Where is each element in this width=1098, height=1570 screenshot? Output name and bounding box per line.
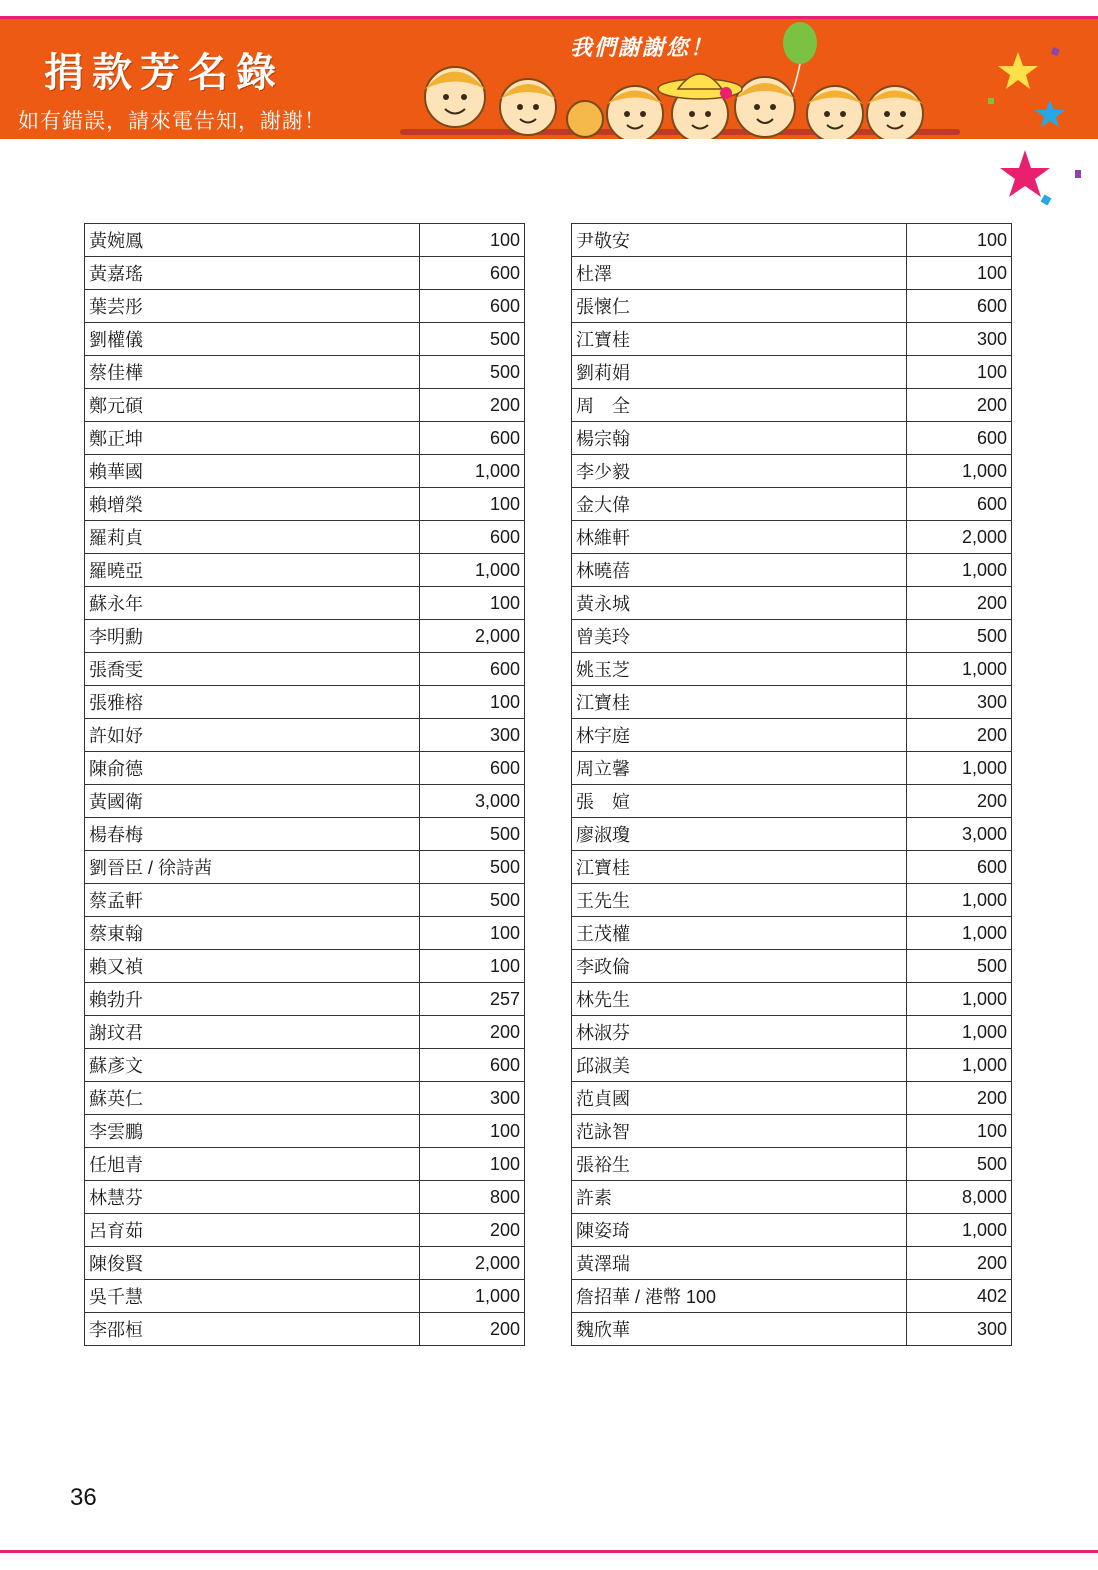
donation-amount: 1,000 — [907, 653, 1012, 686]
table-row — [85, 422, 525, 455]
table-row — [572, 521, 1012, 554]
donor-name: 陳姿琦 — [572, 1214, 907, 1247]
donation-amount: 300 — [907, 323, 1012, 356]
table-row — [85, 1148, 525, 1181]
donation-amount: 100 — [420, 1115, 525, 1148]
table-row — [572, 1313, 1012, 1346]
table-row — [572, 653, 1012, 686]
donation-amount: 300 — [420, 719, 525, 752]
donor-name: 任旭青 — [85, 1148, 420, 1181]
star-decoration-icon — [980, 20, 1090, 220]
donor-name: 江寶桂 — [572, 323, 907, 356]
donor-name: 黃嘉瑤 — [85, 257, 420, 290]
table-row — [85, 554, 525, 587]
donor-name: 蔡佳樺 — [85, 356, 420, 389]
table-row — [85, 389, 525, 422]
donation-amount: 100 — [907, 257, 1012, 290]
donation-amount: 100 — [420, 950, 525, 983]
donor-name: 李少毅 — [572, 455, 907, 488]
donor-name: 林宇庭 — [572, 719, 907, 752]
header-banner — [0, 19, 1098, 139]
thank-you-text: 我們謝謝您！ — [570, 36, 715, 61]
donation-amount: 1,000 — [907, 983, 1012, 1016]
donor-name: 黃永城 — [572, 587, 907, 620]
donation-amount: 100 — [420, 917, 525, 950]
table-row — [572, 356, 1012, 389]
donor-name: 廖淑瓊 — [572, 818, 907, 851]
donation-amount: 300 — [420, 1082, 525, 1115]
donation-amount: 200 — [907, 389, 1012, 422]
donor-name: 劉權儀 — [85, 323, 420, 356]
table-row — [572, 950, 1012, 983]
table-row — [572, 818, 1012, 851]
donor-name: 葉芸彤 — [85, 290, 420, 323]
donor-name: 李雲鵬 — [85, 1115, 420, 1148]
donor-name: 賴華國 — [85, 455, 420, 488]
table-row — [572, 620, 1012, 653]
table-row — [572, 1148, 1012, 1181]
donor-table-left — [84, 223, 525, 1346]
donation-amount: 500 — [420, 851, 525, 884]
donor-name: 鄭正坤 — [85, 422, 420, 455]
donor-name: 李明勳 — [85, 620, 420, 653]
donation-amount: 402 — [907, 1280, 1012, 1313]
donation-amount: 600 — [907, 290, 1012, 323]
table-row — [572, 917, 1012, 950]
page-subtitle: 如有錯誤，請來電告知，謝謝！ — [18, 109, 326, 133]
donor-name: 羅曉亞 — [85, 554, 420, 587]
donor-name: 吳千慧 — [85, 1280, 420, 1313]
donor-name: 王先生 — [572, 884, 907, 917]
table-row — [572, 1082, 1012, 1115]
donation-amount: 1,000 — [420, 455, 525, 488]
table-row — [85, 686, 525, 719]
donation-amount: 100 — [907, 1115, 1012, 1148]
donation-amount: 200 — [420, 1214, 525, 1247]
table-row — [85, 983, 525, 1016]
donor-table-right — [571, 223, 1012, 1346]
donation-amount: 200 — [907, 785, 1012, 818]
donation-amount: 500 — [420, 884, 525, 917]
donation-amount: 2,000 — [420, 1247, 525, 1280]
donor-name: 林慧芬 — [85, 1181, 420, 1214]
donor-name: 張雅榕 — [85, 686, 420, 719]
donation-amount: 3,000 — [907, 818, 1012, 851]
donor-name: 蘇英仁 — [85, 1082, 420, 1115]
donor-name: 賴增榮 — [85, 488, 420, 521]
donor-name: 張喬雯 — [85, 653, 420, 686]
donor-name: 羅莉貞 — [85, 521, 420, 554]
donor-name: 李邵桓 — [85, 1313, 420, 1346]
donor-name: 林淑芬 — [572, 1016, 907, 1049]
table-row — [572, 1115, 1012, 1148]
donation-amount: 100 — [420, 587, 525, 620]
donor-name: 蔡東翰 — [85, 917, 420, 950]
table-row — [85, 653, 525, 686]
donation-amount: 1,000 — [907, 1049, 1012, 1082]
donor-name: 楊宗翰 — [572, 422, 907, 455]
donor-name: 劉晉臣 / 徐詩茜 — [85, 851, 420, 884]
table-row — [572, 785, 1012, 818]
donor-name: 蘇彥文 — [85, 1049, 420, 1082]
table-row — [572, 224, 1012, 257]
table-row — [85, 521, 525, 554]
donor-name: 鄭元碩 — [85, 389, 420, 422]
donor-name: 邱淑美 — [572, 1049, 907, 1082]
bottom-accent-line — [0, 1550, 1098, 1553]
table-row — [572, 884, 1012, 917]
donation-amount: 257 — [420, 983, 525, 1016]
table-row — [85, 785, 525, 818]
donation-amount: 200 — [420, 1313, 525, 1346]
table-row — [85, 290, 525, 323]
donation-amount: 500 — [907, 950, 1012, 983]
donor-name: 江寶桂 — [572, 851, 907, 884]
donor-name: 賴又禎 — [85, 950, 420, 983]
donation-amount: 200 — [420, 389, 525, 422]
table-row — [85, 1181, 525, 1214]
donor-name: 范詠智 — [572, 1115, 907, 1148]
donation-amount: 300 — [907, 1313, 1012, 1346]
table-row — [85, 917, 525, 950]
table-row — [572, 1016, 1012, 1049]
table-row — [85, 1082, 525, 1115]
donor-name: 曾美玲 — [572, 620, 907, 653]
donor-name: 許如妤 — [85, 719, 420, 752]
table-row — [572, 983, 1012, 1016]
table-row — [85, 1247, 525, 1280]
donation-amount: 600 — [420, 521, 525, 554]
donation-amount: 1,000 — [907, 884, 1012, 917]
table-row — [572, 257, 1012, 290]
donation-amount: 600 — [907, 488, 1012, 521]
donor-name: 詹招華 / 港幣 100 — [572, 1280, 907, 1313]
donor-name: 杜澤 — [572, 257, 907, 290]
donor-name: 周 全 — [572, 389, 907, 422]
donor-name: 林維軒 — [572, 521, 907, 554]
donation-amount: 600 — [420, 422, 525, 455]
table-row — [85, 257, 525, 290]
donor-name: 尹敬安 — [572, 224, 907, 257]
donation-amount: 100 — [420, 1148, 525, 1181]
table-row — [85, 818, 525, 851]
donor-name: 陳俞德 — [85, 752, 420, 785]
table-row — [85, 851, 525, 884]
donation-amount: 100 — [420, 488, 525, 521]
donation-amount: 1,000 — [907, 554, 1012, 587]
donation-amount: 2,000 — [907, 521, 1012, 554]
donation-amount: 600 — [907, 422, 1012, 455]
donor-name: 林先生 — [572, 983, 907, 1016]
donor-name: 林曉蓓 — [572, 554, 907, 587]
donation-amount: 200 — [907, 587, 1012, 620]
table-row — [85, 1313, 525, 1346]
donor-name: 張 媗 — [572, 785, 907, 818]
table-row — [572, 323, 1012, 356]
table-row — [85, 1115, 525, 1148]
donation-amount: 200 — [907, 1082, 1012, 1115]
donation-amount: 500 — [420, 323, 525, 356]
donation-amount: 1,000 — [907, 1214, 1012, 1247]
table-row — [572, 488, 1012, 521]
donor-name: 賴勃升 — [85, 983, 420, 1016]
table-row — [572, 290, 1012, 323]
donation-amount: 1,000 — [907, 1016, 1012, 1049]
donation-amount: 2,000 — [420, 620, 525, 653]
donation-amount: 1,000 — [420, 1280, 525, 1313]
table-row — [572, 1247, 1012, 1280]
donation-amount: 3,000 — [420, 785, 525, 818]
donation-amount: 1,000 — [420, 554, 525, 587]
donor-name: 黃國衛 — [85, 785, 420, 818]
table-row — [85, 587, 525, 620]
table-row — [85, 1214, 525, 1247]
donor-name: 姚玉芝 — [572, 653, 907, 686]
table-row — [572, 455, 1012, 488]
donor-name: 王茂權 — [572, 917, 907, 950]
table-row — [85, 752, 525, 785]
table-row — [85, 950, 525, 983]
donor-name: 金大偉 — [572, 488, 907, 521]
donor-name: 楊春梅 — [85, 818, 420, 851]
table-row — [572, 554, 1012, 587]
donation-amount: 600 — [907, 851, 1012, 884]
donation-amount: 1,000 — [907, 752, 1012, 785]
donation-amount: 8,000 — [907, 1181, 1012, 1214]
donor-name: 謝玟君 — [85, 1016, 420, 1049]
table-row — [572, 719, 1012, 752]
donor-name: 范貞國 — [572, 1082, 907, 1115]
donation-amount: 600 — [420, 653, 525, 686]
table-row — [572, 1280, 1012, 1313]
donation-amount: 100 — [907, 224, 1012, 257]
table-row — [85, 1016, 525, 1049]
table-row — [572, 1181, 1012, 1214]
donor-name: 蔡孟軒 — [85, 884, 420, 917]
donation-amount: 500 — [420, 356, 525, 389]
table-row — [572, 1049, 1012, 1082]
table-row — [572, 851, 1012, 884]
donor-name: 呂育茹 — [85, 1214, 420, 1247]
donor-name: 江寶桂 — [572, 686, 907, 719]
donation-amount: 200 — [907, 719, 1012, 752]
donation-amount: 600 — [420, 752, 525, 785]
donation-amount: 800 — [420, 1181, 525, 1214]
donation-amount: 500 — [420, 818, 525, 851]
donation-amount: 600 — [420, 257, 525, 290]
donor-name: 蘇永年 — [85, 587, 420, 620]
donation-amount: 600 — [420, 1049, 525, 1082]
donation-amount: 1,000 — [907, 455, 1012, 488]
table-row — [85, 1280, 525, 1313]
donation-amount: 100 — [420, 686, 525, 719]
table-row — [85, 224, 525, 257]
donation-amount: 100 — [907, 356, 1012, 389]
table-row — [85, 719, 525, 752]
donor-name: 劉莉娟 — [572, 356, 907, 389]
table-row — [572, 1214, 1012, 1247]
donor-name: 張裕生 — [572, 1148, 907, 1181]
page-number: 36 — [70, 1484, 97, 1511]
table-row — [572, 752, 1012, 785]
table-row — [85, 1049, 525, 1082]
donation-amount: 500 — [907, 1148, 1012, 1181]
table-row — [85, 620, 525, 653]
table-row — [85, 884, 525, 917]
donation-amount: 600 — [420, 290, 525, 323]
page-title: 捐款芳名錄 — [44, 49, 284, 96]
donor-name: 許素 — [572, 1181, 907, 1214]
table-row — [572, 686, 1012, 719]
donation-amount: 100 — [420, 224, 525, 257]
donor-name: 魏欣華 — [572, 1313, 907, 1346]
donor-name: 陳俊賢 — [85, 1247, 420, 1280]
donation-amount: 500 — [907, 620, 1012, 653]
donation-amount: 1,000 — [907, 917, 1012, 950]
donor-name: 張懷仁 — [572, 290, 907, 323]
table-row — [572, 587, 1012, 620]
table-row — [85, 455, 525, 488]
table-row — [85, 356, 525, 389]
table-row — [572, 389, 1012, 422]
donor-name: 黃澤瑞 — [572, 1247, 907, 1280]
donor-name: 李政倫 — [572, 950, 907, 983]
table-row — [85, 323, 525, 356]
table-row — [85, 488, 525, 521]
table-row — [572, 422, 1012, 455]
donation-amount: 300 — [907, 686, 1012, 719]
donor-name: 周立馨 — [572, 752, 907, 785]
donation-amount: 200 — [420, 1016, 525, 1049]
donation-amount: 200 — [907, 1247, 1012, 1280]
donor-name: 黃婉鳳 — [85, 224, 420, 257]
